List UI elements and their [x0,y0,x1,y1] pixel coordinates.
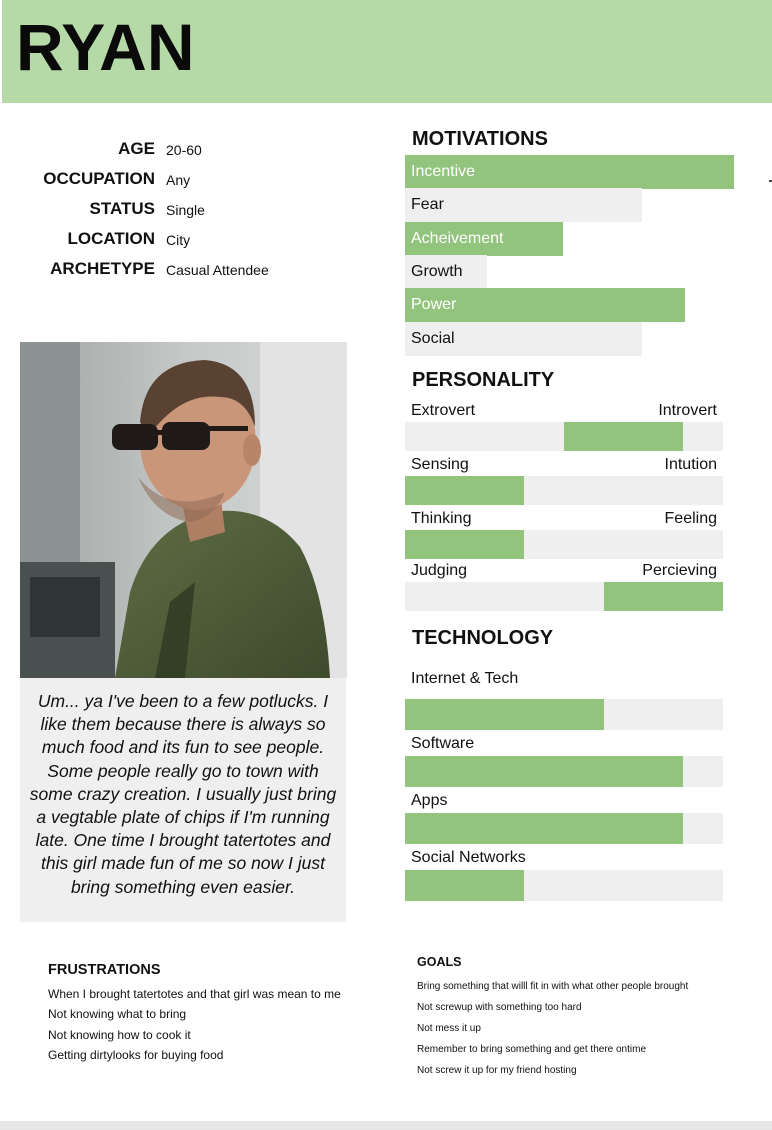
persona-quote: Um... ya I've been to a few potlucks. I like them because there is always so much food and its fun to see people. Some people really go to town with some crazy creation. I usually just bring a vegtable plate of chips if I'm running late. One time I brought tatertotes and this girl made fun of me so now I just bring something even easier. [20,678,346,922]
motivation-label: Power [411,296,457,314]
demo-value: Casual Attendee [166,262,269,278]
demo-row-occupation [0,169,155,193]
technology-fill [405,756,683,787]
personality-track [405,422,723,451]
motivation-label: Incentive [411,163,476,180]
frustration-item: When I brought tatertotes and that girl was mean to me [48,987,341,1001]
demo-row-location [0,229,155,253]
goal-item: Remember to bring something and get there ontime [417,1044,647,1055]
motivation-row [405,255,734,289]
personality-right-label: Percieving [642,562,717,579]
demo-row-archetype [0,259,155,283]
frustration-item: Not knowing how to cook it [48,1028,191,1042]
demo-value: Any [166,172,191,188]
motivation-label: Growth [411,262,463,280]
demo-value: Single [166,202,205,218]
motivation-row [405,222,734,256]
footer-divider [0,1121,772,1130]
technology-fill [405,813,683,844]
goals-title: GOALS [417,955,462,969]
technology-track [405,870,723,901]
technology-label: Software [411,735,475,752]
goal-item: Not screw it up for my friend hosting [417,1065,577,1076]
technology-title: TECHNOLOGY [412,627,554,649]
motivation-row [405,188,734,222]
motivation-row [405,322,734,356]
technology-fill [405,870,524,901]
personality-track [405,530,723,559]
technology-track [405,756,723,787]
personality-track [405,476,723,505]
personality-fill [405,476,524,505]
personality-track [405,582,723,611]
motivation-row [405,155,734,189]
technology-track [405,699,723,730]
personality-fill [564,422,683,451]
technology-label: Internet & Tech [411,670,519,687]
technology-fill [405,699,604,730]
demo-value: City [166,232,191,248]
motivation-label: Acheivement [411,229,504,247]
technology-track [405,813,723,844]
personality-right-label: Introvert [658,402,717,419]
persona-name: RYAN [16,10,195,84]
demo-row-age [0,139,155,163]
technology-label: Social Networks [411,849,526,866]
goal-item: Not mess it up [417,1023,481,1034]
demo-label: STATUS [89,199,155,218]
persona-photo [20,342,347,678]
motivation-label: Social [411,329,455,347]
technology-label: Apps [411,792,448,809]
goal-item: Bring something that willl fit in with what other people brought [417,981,689,992]
personality-fill [604,582,723,611]
personality-fill [405,530,524,559]
demo-label: OCCUPATION [43,169,155,188]
personality-title: PERSONALITY [412,369,555,391]
goal-item: Not screwup with something too hard [417,1002,582,1013]
motivation-row [405,288,734,322]
motivation-label: Fear [411,196,444,214]
header-banner [2,0,772,103]
personality-left-label: Thinking [411,510,472,527]
motivations-title: MOTIVATIONS [412,128,548,150]
personality-right-label: Intution [664,456,717,473]
personality-left-label: Sensing [411,456,469,473]
frustrations-title: FRUSTRATIONS [48,962,161,978]
demo-label: ARCHETYPE [50,259,155,278]
frustration-item: Not knowing what to bring [48,1007,187,1021]
demo-label: AGE [118,139,155,158]
demo-label: LOCATION [67,229,155,248]
personality-left-label: Judging [411,562,468,579]
frustration-item: Getting dirtylooks for buying food [48,1048,224,1062]
demo-row-status [0,199,155,223]
personality-left-label: Extrovert [411,402,476,419]
personality-right-label: Feeling [664,510,717,527]
demo-value: 20-60 [166,142,202,158]
